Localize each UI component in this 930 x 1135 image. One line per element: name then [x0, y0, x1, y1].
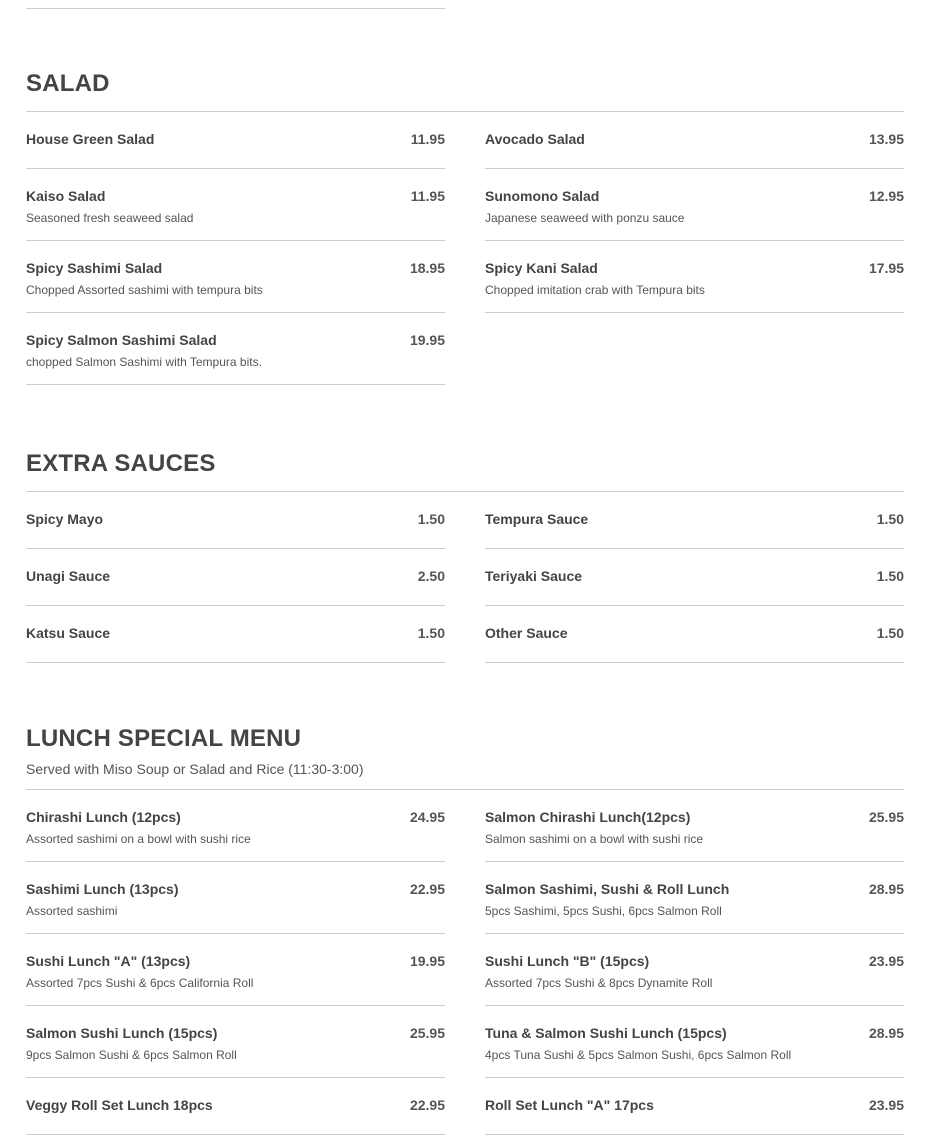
- item-price: 23.95: [868, 953, 904, 969]
- item-name: Salmon Chirashi Lunch(12pcs): [485, 809, 691, 825]
- menu-item[interactable]: [485, 169, 904, 241]
- menu-item[interactable]: [26, 549, 445, 606]
- item-price: 18.95: [409, 260, 445, 276]
- top-divider: [26, 8, 445, 9]
- menu-item[interactable]: [485, 790, 904, 862]
- item-description: 4pcs Tuna Sushi & 5pcs Salmon Sushi, 6pcs Salmon Roll: [485, 1048, 792, 1062]
- menu-item[interactable]: [26, 112, 445, 169]
- item-price: 28.95: [868, 1025, 904, 1041]
- item-name: Salmon Sashimi, Sushi & Roll Lunch: [485, 881, 730, 897]
- item-name: Sashimi Lunch (13pcs): [26, 881, 179, 897]
- section-title-lunch-special: LUNCH SPECIAL MENU: [26, 725, 302, 752]
- section-title-extra-sauces: EXTRA SAUCES: [26, 450, 216, 477]
- item-description: Assorted sashimi: [26, 904, 118, 918]
- section-extra-sauces: [26, 452, 904, 663]
- lunch-items: [26, 790, 904, 1135]
- item-name: Sunomono Salad: [485, 188, 600, 204]
- item-price: 12.95: [868, 188, 904, 204]
- section-subtitle: Served with Miso Soup or Salad and Rice (11:30-3:00): [26, 761, 364, 777]
- item-price: 19.95: [409, 332, 445, 348]
- section-title-salad: SALAD: [26, 70, 110, 97]
- item-price: 23.95: [868, 1097, 904, 1113]
- item-name: Tuna & Salmon Sushi Lunch (15pcs): [485, 1025, 727, 1041]
- salad-items: [26, 112, 904, 385]
- item-price: 11.95: [410, 188, 445, 204]
- item-name: Tempura Sauce: [485, 511, 589, 527]
- item-price: 22.95: [409, 1097, 445, 1113]
- item-price: 25.95: [409, 1025, 445, 1041]
- item-description: Salmon sashimi on a bowl with sushi rice: [485, 832, 704, 846]
- menu-item[interactable]: [485, 1006, 904, 1078]
- menu-item[interactable]: [485, 934, 904, 1006]
- menu-item[interactable]: [26, 169, 445, 241]
- item-description: Assorted sashimi on a bowl with sushi rice: [26, 832, 251, 846]
- item-description: Chopped imitation crab with Tempura bits: [485, 283, 705, 297]
- menu-item[interactable]: [485, 241, 904, 313]
- item-name: Kaiso Salad: [26, 188, 106, 204]
- menu-item[interactable]: [485, 862, 904, 934]
- item-price: 1.50: [876, 568, 904, 584]
- menu-item[interactable]: [485, 112, 904, 169]
- item-name: Teriyaki Sauce: [485, 568, 583, 584]
- menu-item[interactable]: [26, 241, 445, 313]
- item-name: Chirashi Lunch (12pcs): [26, 809, 181, 825]
- menu-item[interactable]: [26, 492, 445, 549]
- item-name: Sushi Lunch "A" (13pcs): [26, 953, 191, 969]
- item-name: House Green Salad: [26, 131, 155, 147]
- item-description: chopped Salmon Sashimi with Tempura bits.: [26, 355, 262, 369]
- menu-item[interactable]: [26, 1006, 445, 1078]
- item-description: Japanese seaweed with ponzu sauce: [485, 211, 685, 225]
- item-name: Veggy Roll Set Lunch 18pcs: [26, 1097, 213, 1113]
- sauce-items: [26, 492, 904, 663]
- item-name: Other Sauce: [485, 625, 568, 641]
- item-name: Avocado Salad: [485, 131, 585, 147]
- item-price: 1.50: [876, 625, 904, 641]
- section-lunch-special: [26, 727, 904, 1135]
- section-salad: [26, 72, 904, 385]
- item-description: Chopped Assorted sashimi with tempura bits: [26, 283, 263, 297]
- menu-item[interactable]: [485, 492, 904, 549]
- item-price: 25.95: [868, 809, 904, 825]
- item-name: Spicy Salmon Sashimi Salad: [26, 332, 217, 348]
- item-description: Seasoned fresh seaweed salad: [26, 211, 194, 225]
- item-name: Spicy Sashimi Salad: [26, 260, 163, 276]
- menu-item[interactable]: [485, 549, 904, 606]
- item-price: 24.95: [409, 809, 445, 825]
- item-price: 1.50: [417, 511, 445, 527]
- item-name: Roll Set Lunch "A" 17pcs: [485, 1097, 654, 1113]
- item-price: 1.50: [876, 511, 904, 527]
- item-description: 9pcs Salmon Sushi & 6pcs Salmon Roll: [26, 1048, 237, 1062]
- item-name: Spicy Kani Salad: [485, 260, 598, 276]
- item-name: Unagi Sauce: [26, 568, 111, 584]
- menu-item[interactable]: [485, 606, 904, 663]
- item-price: 13.95: [868, 131, 904, 147]
- item-description: Assorted 7pcs Sushi & 8pcs Dynamite Roll: [485, 976, 713, 990]
- item-description: Assorted 7pcs Sushi & 6pcs California Roll: [26, 976, 254, 990]
- item-name: Sushi Lunch "B" (15pcs): [485, 953, 650, 969]
- item-price: 19.95: [409, 953, 445, 969]
- menu-item[interactable]: [26, 934, 445, 1006]
- menu-item[interactable]: [26, 790, 445, 862]
- item-price: 22.95: [409, 881, 445, 897]
- item-price: 1.50: [417, 625, 445, 641]
- item-name: Salmon Sushi Lunch (15pcs): [26, 1025, 218, 1041]
- menu-item[interactable]: [26, 606, 445, 663]
- menu-item[interactable]: [26, 313, 445, 385]
- item-price: 17.95: [868, 260, 904, 276]
- item-name: Spicy Mayo: [26, 511, 104, 527]
- item-description: 5pcs Sashimi, 5pcs Sushi, 6pcs Salmon Roll: [485, 904, 722, 918]
- item-price: 28.95: [868, 881, 904, 897]
- item-price: 11.95: [410, 131, 445, 147]
- item-name: Katsu Sauce: [26, 625, 111, 641]
- item-price: 2.50: [417, 568, 445, 584]
- menu-item[interactable]: [26, 862, 445, 934]
